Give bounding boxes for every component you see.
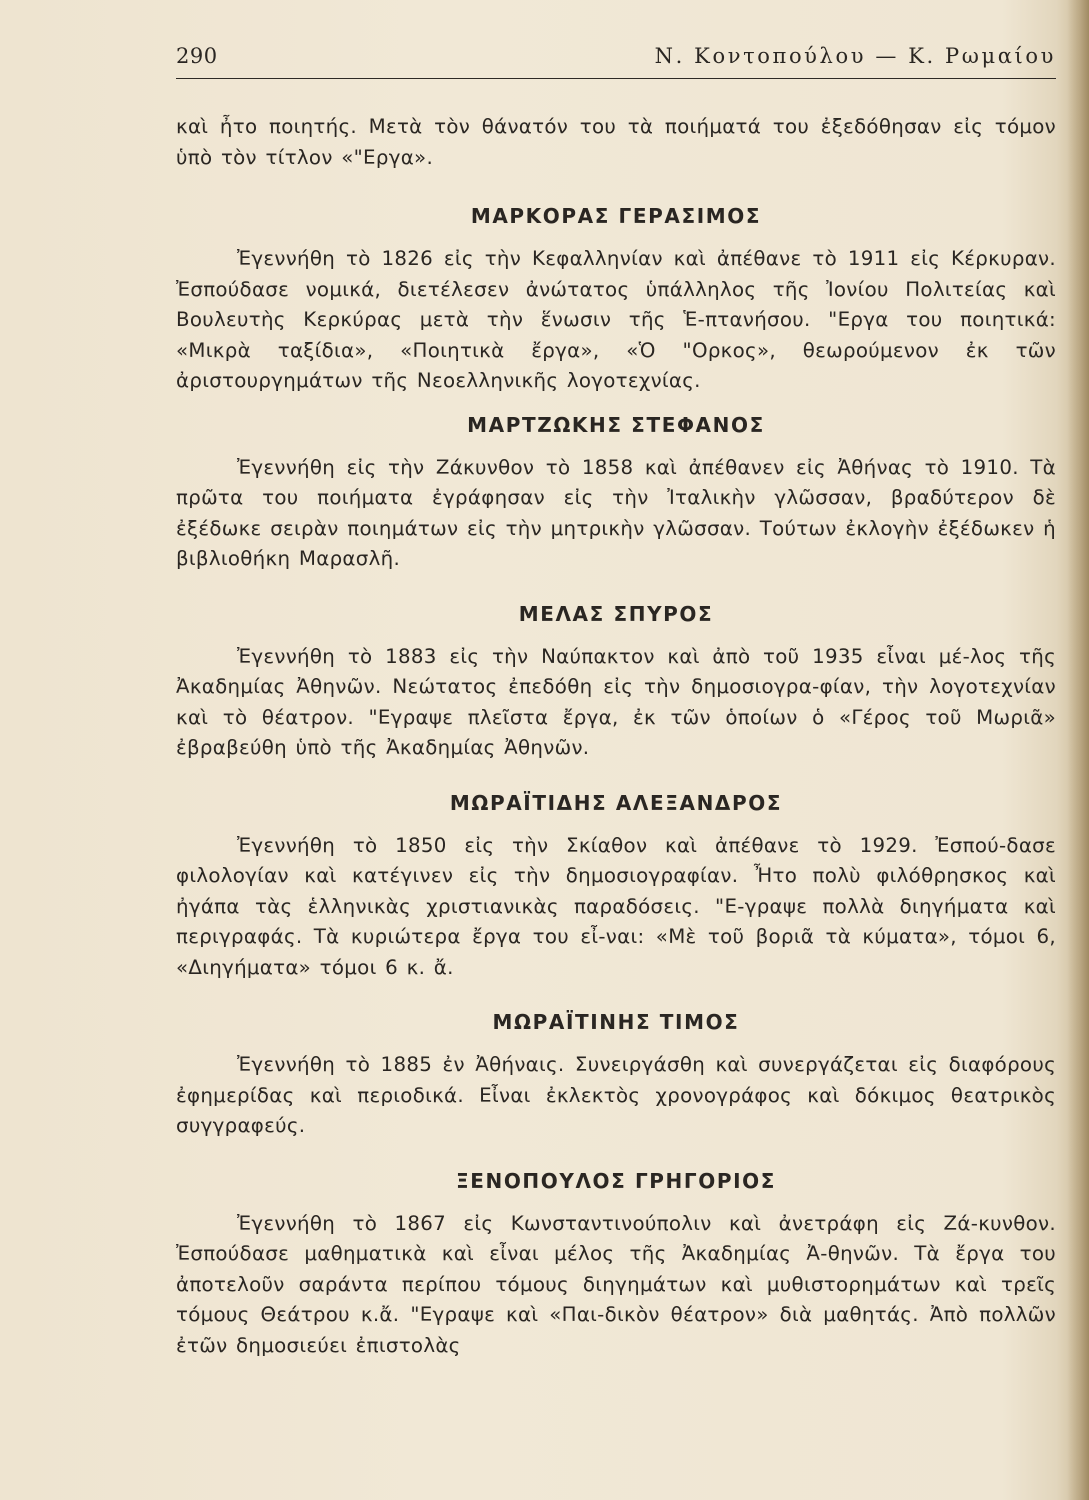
running-head: Ν. Κοντοπούλου — Κ. Ρωμαίου (654, 44, 1056, 68)
entry-heading-martzokis: ΜΑΡΤΖΩΚΗΣ ΣΤΕΦΑΝΟΣ (467, 412, 765, 437)
page-header (176, 44, 1056, 78)
entry-text-martzokis: Ἐγεννήθη εἰς τὴν Ζάκυνθον τὸ 1858 καὶ ἀπέθανεν εἰς Ἀθήνας τὸ 1910. Τὰ πρῶτα του ποιήματα ἐγράφησαν εἰς τὴν Ἰταλικὴν γλῶσσαν, βραδύτερον δὲ ἐξέδωκε σειρὰν ποιημάτων εἰς τὴν μητρικὴν γλῶσσαν. Τούτων ἐκλογὴν ἐξέδωκεν ἡ βιβλιοθήκη Μαρασλῆ. (176, 455, 1056, 570)
entry-text-markoras: Ἐγεννήθη τὸ 1826 εἰς τὴν Κεφαλληνίαν καὶ ἀπέθανε τὸ 1911 εἰς Κέρκυραν. Ἐσπούδασε νομικά, διετέλεσεν ἀνώτατος ὑπάλληλος τῆς Ἰονίου Πολιτείας καὶ Βουλευτὴς Κερκύρας μετὰ τὴν ἕνωσιν τῆς Ἑ-πτανήσου. "Εργα του ποιητικά: «Μικρὰ ταξίδια», «Ποιητικὰ ἔργα», «Ὁ "Ορκος», θεωρούμενον ἐκ τῶν ἀριστουργημάτων τῆς Νεοελληνικῆς λογοτεχνίας. (176, 247, 1056, 392)
entry-heading-moraitidis: ΜΩΡΑΪΤΙΔΗΣ ΑΛΕΞΑΝΔΡΟΣ (449, 790, 783, 815)
entry-text-moraitinis: Ἐγεννήθη τὸ 1885 ἐν Ἀθήναις. Συνειργάσθη καὶ συνεργάζεται εἰς διαφόρους ἐφημερίδας καὶ περιοδικά. Εἶναι ἐκλεκτὸς χρονογράφος καὶ δόκιμος θεατρικὸς συγγραφεύς. (176, 1053, 1056, 1137)
entry-heading-moraitinis: ΜΩΡΑΪΤΙΝΗΣ ΤΙΜΟΣ (492, 1010, 740, 1034)
entry-continuation-text: καὶ ἦτο ποιητής. Μετὰ τὸν θάνατόν του τὰ ποιήματά του ἐξεδόθησαν εἰς τόμον ὑπὸ τὸν τίτλον «"Εργα». (176, 115, 1056, 169)
entry-text-xenopoulos: Ἐγεννήθη τὸ 1867 εἰς Κωνσταντινούπολιν καὶ ἀνετράφη εἰς Ζά-κυνθον. Ἐσπούδασε μαθηματικὰ καὶ εἶναι μέλος τῆς Ἀκαδημίας Ἀ-θηνῶν. Τὰ ἔργα του ἀποτελοῦν σαράντα περίπου τόμους διηγημάτων καὶ μυθιστορημάτων καὶ τρεῖς τόμους Θεάτρου κ.ἄ. "Εγραψε καὶ «Παι-δικὸν θέατρον» διὰ μαθητάς. Ἀπὸ πολλῶν ἐτῶν δημοσιεύει ἐπιστολὰς (176, 1211, 1056, 1357)
header-rule (176, 78, 1056, 79)
page-body (176, 112, 1056, 1361)
entry-heading-melas: ΜΕΛΑΣ ΣΠΥΡΟΣ (518, 601, 714, 626)
entry-heading-markoras: ΜΑΡΚΟΡΑΣ ΓΕΡΑΣΙΜΟΣ (470, 204, 762, 228)
entry-heading-xenopoulos: ΞΕΝΟΠΟΥΛΟΣ ΓΡΗΓΟΡΙΟΣ (455, 1168, 777, 1193)
page-edge-shadow (1067, 0, 1089, 1500)
entry-text-melas: Ἐγεννήθη τὸ 1883 εἰς τὴν Ναύπακτον καὶ ἀπὸ τοῦ 1935 εἶναι μέ-λος τῆς Ἀκαδημίας Ἀθηνῶν. Νεώτατος ἐπεδόθη εἰς τὴν δημοσιογρα-φίαν, τὴν λογοτεχνίαν καὶ τὸ θέατρον. "Εγραψε πλεῖστα ἔργα, ἐκ τῶν ὁποίων ὁ «Γέρος τοῦ Μωριᾶ» ἐβραβεύθη ὑπὸ τῆς Ἀκαδημίας Ἀθηνῶν. (176, 644, 1056, 759)
entry-text-moraitidis: Ἐγεννήθη τὸ 1850 εἰς τὴν Σκίαθον καὶ ἀπέθανε τὸ 1929. Ἐσπού-δασε φιλολογίαν καὶ κατέγινεν εἰς τὴν δημοσιογραφίαν. Ἦτο πολὺ φιλόθρησκος καὶ ἠγάπα τὰς ἑλληνικὰς χριστιανικὰς παραδόσεις. "Ε-γραψε πολλὰ διηγήματα καὶ περιγραφάς. Τὰ κυριώτερα ἔργα του εἶ-ναι: «Μὲ τοῦ βοριᾶ τὰ κύματα», τόμοι 6, «Διηγήματα» τόμοι 6 κ. ἄ. (176, 833, 1056, 979)
page-number: 290 (176, 44, 218, 68)
